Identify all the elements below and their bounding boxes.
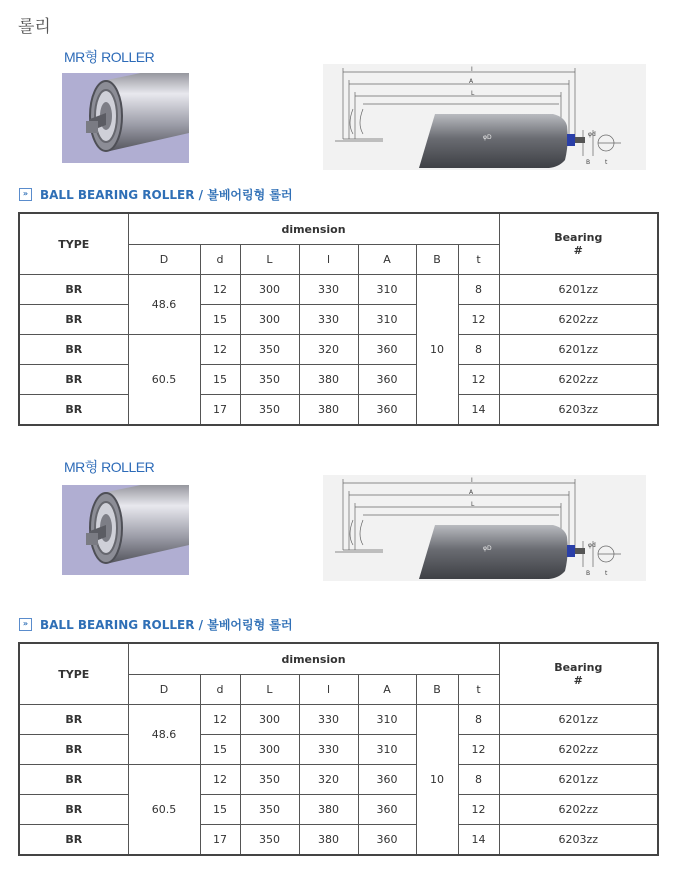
cell-A: 360 bbox=[358, 365, 416, 395]
cell-type: BR bbox=[19, 765, 128, 795]
cell-bearing: 6202zz bbox=[499, 365, 658, 395]
drawing-label-d-big: φD bbox=[483, 134, 492, 141]
cell-B: 10 bbox=[416, 275, 458, 426]
cell-bearing: 6201zz bbox=[499, 275, 658, 305]
cell-type: BR bbox=[19, 275, 128, 305]
drawing-label-a: A bbox=[469, 78, 474, 85]
cell-type: BR bbox=[19, 335, 128, 365]
cell-t: 8 bbox=[458, 275, 499, 305]
cell-l: 330 bbox=[299, 275, 358, 305]
cell-A: 310 bbox=[358, 705, 416, 735]
cell-D-group: 48.6 bbox=[128, 705, 200, 765]
cell-bearing: 6202zz bbox=[499, 305, 658, 335]
cell-l: 380 bbox=[299, 795, 358, 825]
header-bearing bbox=[499, 643, 658, 705]
roller-photo-image bbox=[62, 485, 189, 575]
cell-t: 14 bbox=[458, 825, 499, 856]
cell-t: 8 bbox=[458, 765, 499, 795]
col-header-L: L bbox=[240, 245, 299, 275]
cell-d: 17 bbox=[200, 825, 240, 856]
col-header-B: B bbox=[416, 245, 458, 275]
cell-L: 350 bbox=[240, 825, 299, 856]
cell-D-group: 48.6 bbox=[128, 275, 200, 335]
cell-l: 320 bbox=[299, 335, 358, 365]
cell-type: BR bbox=[19, 735, 128, 765]
table-row bbox=[19, 275, 658, 305]
drawing-label-b: B bbox=[586, 570, 591, 577]
cell-d: 15 bbox=[200, 735, 240, 765]
cell-type: BR bbox=[19, 365, 128, 395]
cell-type: BR bbox=[19, 825, 128, 856]
cell-A: 360 bbox=[358, 825, 416, 856]
drawing-label-t: t bbox=[605, 159, 608, 166]
cell-type: BR bbox=[19, 395, 128, 426]
roller-photo bbox=[62, 73, 189, 163]
header-bearing-label: Bearing bbox=[554, 231, 603, 244]
cell-t: 12 bbox=[458, 735, 499, 765]
cell-bearing: 6203zz bbox=[499, 825, 658, 856]
cell-D-group: 60.5 bbox=[128, 335, 200, 426]
drawing-label-b: B bbox=[586, 159, 591, 166]
col-header-d: d bbox=[200, 245, 240, 275]
header-bearing-sub: # bbox=[573, 244, 583, 257]
cell-d: 17 bbox=[200, 395, 240, 426]
cell-t: 8 bbox=[458, 335, 499, 365]
cell-L: 350 bbox=[240, 395, 299, 426]
product-label: MR형 ROLLER bbox=[64, 49, 155, 65]
cell-d: 15 bbox=[200, 365, 240, 395]
cell-A: 360 bbox=[358, 395, 416, 426]
section-heading bbox=[19, 616, 293, 633]
cell-l: 380 bbox=[299, 365, 358, 395]
header-bearing-sub: # bbox=[573, 674, 583, 687]
cell-L: 300 bbox=[240, 705, 299, 735]
cell-L: 350 bbox=[240, 365, 299, 395]
cell-L: 300 bbox=[240, 305, 299, 335]
header-type: TYPE bbox=[19, 643, 128, 705]
cell-A: 360 bbox=[358, 765, 416, 795]
spec-table bbox=[18, 642, 659, 856]
cell-B: 10 bbox=[416, 705, 458, 856]
drawing-label-t: t bbox=[605, 570, 608, 577]
section-heading-text: BALL BEARING ROLLER / 볼베어링형 롤러 bbox=[40, 618, 293, 632]
cell-t: 12 bbox=[458, 795, 499, 825]
cell-A: 360 bbox=[358, 335, 416, 365]
cell-type: BR bbox=[19, 305, 128, 335]
section-heading bbox=[19, 186, 293, 203]
cell-L: 300 bbox=[240, 275, 299, 305]
drawing-label-d-big: φD bbox=[483, 545, 492, 552]
col-header-l: l bbox=[299, 675, 358, 705]
table-row bbox=[19, 305, 658, 335]
cell-L: 350 bbox=[240, 795, 299, 825]
cell-d: 12 bbox=[200, 705, 240, 735]
cell-t: 14 bbox=[458, 395, 499, 426]
cell-L: 350 bbox=[240, 335, 299, 365]
table-row bbox=[19, 705, 658, 735]
col-header-t: t bbox=[458, 675, 499, 705]
header-bearing-label: Bearing bbox=[554, 661, 603, 674]
bullet-icon: » bbox=[19, 618, 32, 631]
cell-t: 12 bbox=[458, 305, 499, 335]
table-row bbox=[19, 825, 658, 856]
cell-bearing: 6203zz bbox=[499, 395, 658, 426]
drawing-label-l: L bbox=[471, 90, 475, 97]
bullet-icon: » bbox=[19, 188, 32, 201]
cell-A: 310 bbox=[358, 735, 416, 765]
cell-d: 15 bbox=[200, 305, 240, 335]
cell-l: 380 bbox=[299, 825, 358, 856]
cell-bearing: 6201zz bbox=[499, 335, 658, 365]
cell-bearing: 6201zz bbox=[499, 705, 658, 735]
col-header-D: D bbox=[128, 675, 200, 705]
cell-bearing: 6202zz bbox=[499, 795, 658, 825]
col-header-l: l bbox=[299, 245, 358, 275]
table-row bbox=[19, 335, 658, 365]
table-row bbox=[19, 395, 658, 426]
cell-bearing: 6201zz bbox=[499, 765, 658, 795]
cell-D-group: 60.5 bbox=[128, 765, 200, 856]
cell-L: 350 bbox=[240, 765, 299, 795]
cell-d: 15 bbox=[200, 795, 240, 825]
table-row bbox=[19, 765, 658, 795]
drawing-label-overall: I bbox=[471, 66, 473, 73]
technical-drawing-image bbox=[323, 475, 646, 581]
header-dimension: dimension bbox=[128, 213, 499, 245]
cell-t: 8 bbox=[458, 705, 499, 735]
col-header-D: D bbox=[128, 245, 200, 275]
drawing-label-a: A bbox=[469, 489, 474, 496]
cell-l: 330 bbox=[299, 705, 358, 735]
cell-A: 310 bbox=[358, 275, 416, 305]
drawing-label-overall: I bbox=[471, 477, 473, 484]
col-header-d: d bbox=[200, 675, 240, 705]
cell-l: 330 bbox=[299, 305, 358, 335]
col-header-A: A bbox=[358, 245, 416, 275]
header-bearing bbox=[499, 213, 658, 275]
technical-drawing bbox=[323, 475, 646, 581]
header-dimension: dimension bbox=[128, 643, 499, 675]
page-title: 롤리 bbox=[18, 17, 51, 37]
cell-d: 12 bbox=[200, 765, 240, 795]
col-header-t: t bbox=[458, 245, 499, 275]
table-row bbox=[19, 365, 658, 395]
cell-l: 380 bbox=[299, 395, 358, 426]
table-row bbox=[19, 795, 658, 825]
cell-t: 12 bbox=[458, 365, 499, 395]
spec-table bbox=[18, 212, 659, 426]
cell-type: BR bbox=[19, 795, 128, 825]
cell-d: 12 bbox=[200, 335, 240, 365]
table-row bbox=[19, 735, 658, 765]
roller-photo-image bbox=[62, 73, 189, 163]
cell-l: 320 bbox=[299, 765, 358, 795]
section-heading-text: BALL BEARING ROLLER / 볼베어링형 롤러 bbox=[40, 188, 293, 202]
col-header-A: A bbox=[358, 675, 416, 705]
cell-A: 360 bbox=[358, 795, 416, 825]
product-label: MR형 ROLLER bbox=[64, 459, 155, 475]
header-type: TYPE bbox=[19, 213, 128, 275]
drawing-label-d-small: φd bbox=[588, 542, 596, 549]
technical-drawing-image bbox=[323, 64, 646, 170]
cell-A: 310 bbox=[358, 305, 416, 335]
cell-l: 330 bbox=[299, 735, 358, 765]
col-header-B: B bbox=[416, 675, 458, 705]
drawing-label-l: L bbox=[471, 501, 475, 508]
drawing-label-d-small: φd bbox=[588, 131, 596, 138]
cell-d: 12 bbox=[200, 275, 240, 305]
col-header-L: L bbox=[240, 675, 299, 705]
roller-photo bbox=[62, 485, 189, 575]
cell-bearing: 6202zz bbox=[499, 735, 658, 765]
cell-type: BR bbox=[19, 705, 128, 735]
cell-L: 300 bbox=[240, 735, 299, 765]
technical-drawing bbox=[323, 64, 646, 170]
